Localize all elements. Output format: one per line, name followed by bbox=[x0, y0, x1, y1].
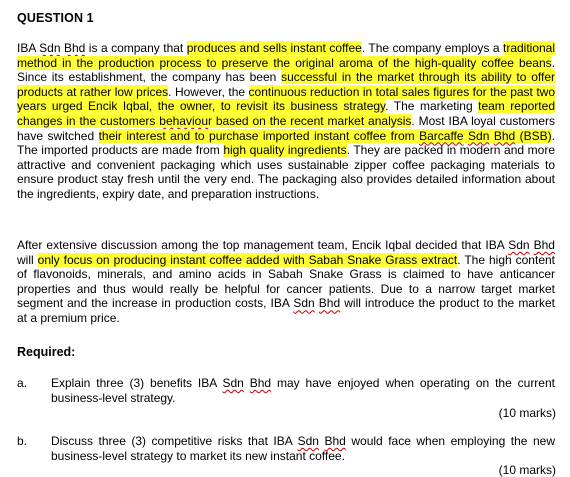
text-run: . The marketing bbox=[385, 99, 479, 114]
text-run: . The imported products are made from bbox=[17, 128, 555, 158]
question-title: QUESTION 1 bbox=[17, 11, 94, 25]
highlighted-text: Sdn bbox=[468, 128, 490, 143]
text-run: . However, the bbox=[168, 84, 249, 99]
highlighted-text: successful in the market through its ability to offer products at rather low prices bbox=[17, 70, 555, 99]
text-run: . They are packed in modern and more attractive and convenient packaging which uses sustainable zipper coffee packaging materials to ensure product stay fresh until the very end. The packaging also provides detailed information about the ingredients, expiry date, and preparation instructions. bbox=[17, 143, 556, 201]
text-run: Explain three (3) benefits IBA bbox=[51, 376, 223, 390]
spellcheck-flagged-word: Sdn bbox=[222, 376, 244, 390]
highlighted-text: (BSB) bbox=[515, 128, 552, 143]
text-run: would face when employing the new business-level strategy to market its new instant coffee. bbox=[51, 434, 555, 463]
question-b-letter: b. bbox=[17, 434, 28, 448]
highlighted-text: based on the recent market analysis bbox=[212, 113, 412, 128]
case-paragraph-2 bbox=[17, 238, 555, 326]
highlighted-text: team reported changes in the customers bbox=[17, 99, 555, 128]
text-run: . The company employs a bbox=[361, 41, 503, 55]
text-run: . Since its establishment, the company has been bbox=[17, 55, 555, 85]
text-run: will bbox=[17, 252, 38, 267]
text-run: is a company that bbox=[85, 41, 187, 55]
highlighted-text: their interest and to purchase imported instant coffee from bbox=[98, 128, 420, 143]
highlighted-text: continuous reduction in total sales figures for the past two years urged Encik Iqbal, the owner, to revisit its business strategy bbox=[17, 84, 555, 114]
spellcheck-flagged-word: Bhd bbox=[318, 296, 341, 311]
highlighted-text: behaviour bbox=[159, 113, 212, 128]
highlighted-text: only focus on producing instant coffee added with Sabah Snake Grass extract bbox=[37, 252, 458, 267]
text-run: IBA bbox=[17, 41, 40, 55]
required-label: Required: bbox=[17, 345, 76, 359]
spellcheck-flagged-word: Sdn bbox=[293, 296, 315, 311]
spellcheck-flagged-word: Sdn bbox=[297, 434, 319, 448]
question-a-text bbox=[51, 376, 555, 405]
text-run: . The high content of flavonoids, minerals, and amino acids in Sabah Snake Grass is claimed to have anticancer properties and thus would really be helpful for cancer patients. Due to a narrow target market segment and the increase in production costs, IBA bbox=[17, 252, 556, 311]
spellcheck-flagged-word: Sdn bbox=[508, 238, 530, 252]
text-run: Discuss three (3) competitive risks that IBA bbox=[51, 434, 298, 448]
spellcheck-flagged-word: Sdn bbox=[39, 41, 61, 55]
highlighted-text: Bhd bbox=[493, 128, 516, 143]
question-b-marks: (10 marks) bbox=[498, 463, 556, 477]
highlighted-text: produces and sells instant coffee bbox=[186, 41, 362, 55]
question-a-letter: a. bbox=[17, 376, 28, 390]
text-run: After extensive discussion among the top management team, Encik Iqbal decided that IBA bbox=[17, 238, 509, 252]
spellcheck-flagged-word: Bhd bbox=[249, 376, 272, 390]
highlighted-text: Barcaffe bbox=[419, 128, 464, 143]
text-run: will introduce the product to the market at a premium price. bbox=[17, 296, 555, 325]
spellcheck-flagged-word: Bhd bbox=[63, 41, 86, 55]
spellcheck-flagged-word: Bhd bbox=[324, 434, 346, 448]
highlighted-text: traditional method in the production process to preserve the original aroma of the high-quality coffee beans bbox=[17, 41, 556, 70]
spellcheck-flagged-word: Bhd bbox=[533, 238, 555, 252]
text-run: . Most IBA loyal customers have switched bbox=[17, 113, 556, 143]
text-run: may have enjoyed when operating on the current business-level strategy. bbox=[51, 376, 555, 405]
question-a-marks: (10 marks) bbox=[498, 406, 556, 420]
highlighted-text: high quality ingredients bbox=[223, 143, 347, 158]
case-paragraph-1 bbox=[17, 41, 555, 202]
question-b-text bbox=[51, 434, 555, 463]
